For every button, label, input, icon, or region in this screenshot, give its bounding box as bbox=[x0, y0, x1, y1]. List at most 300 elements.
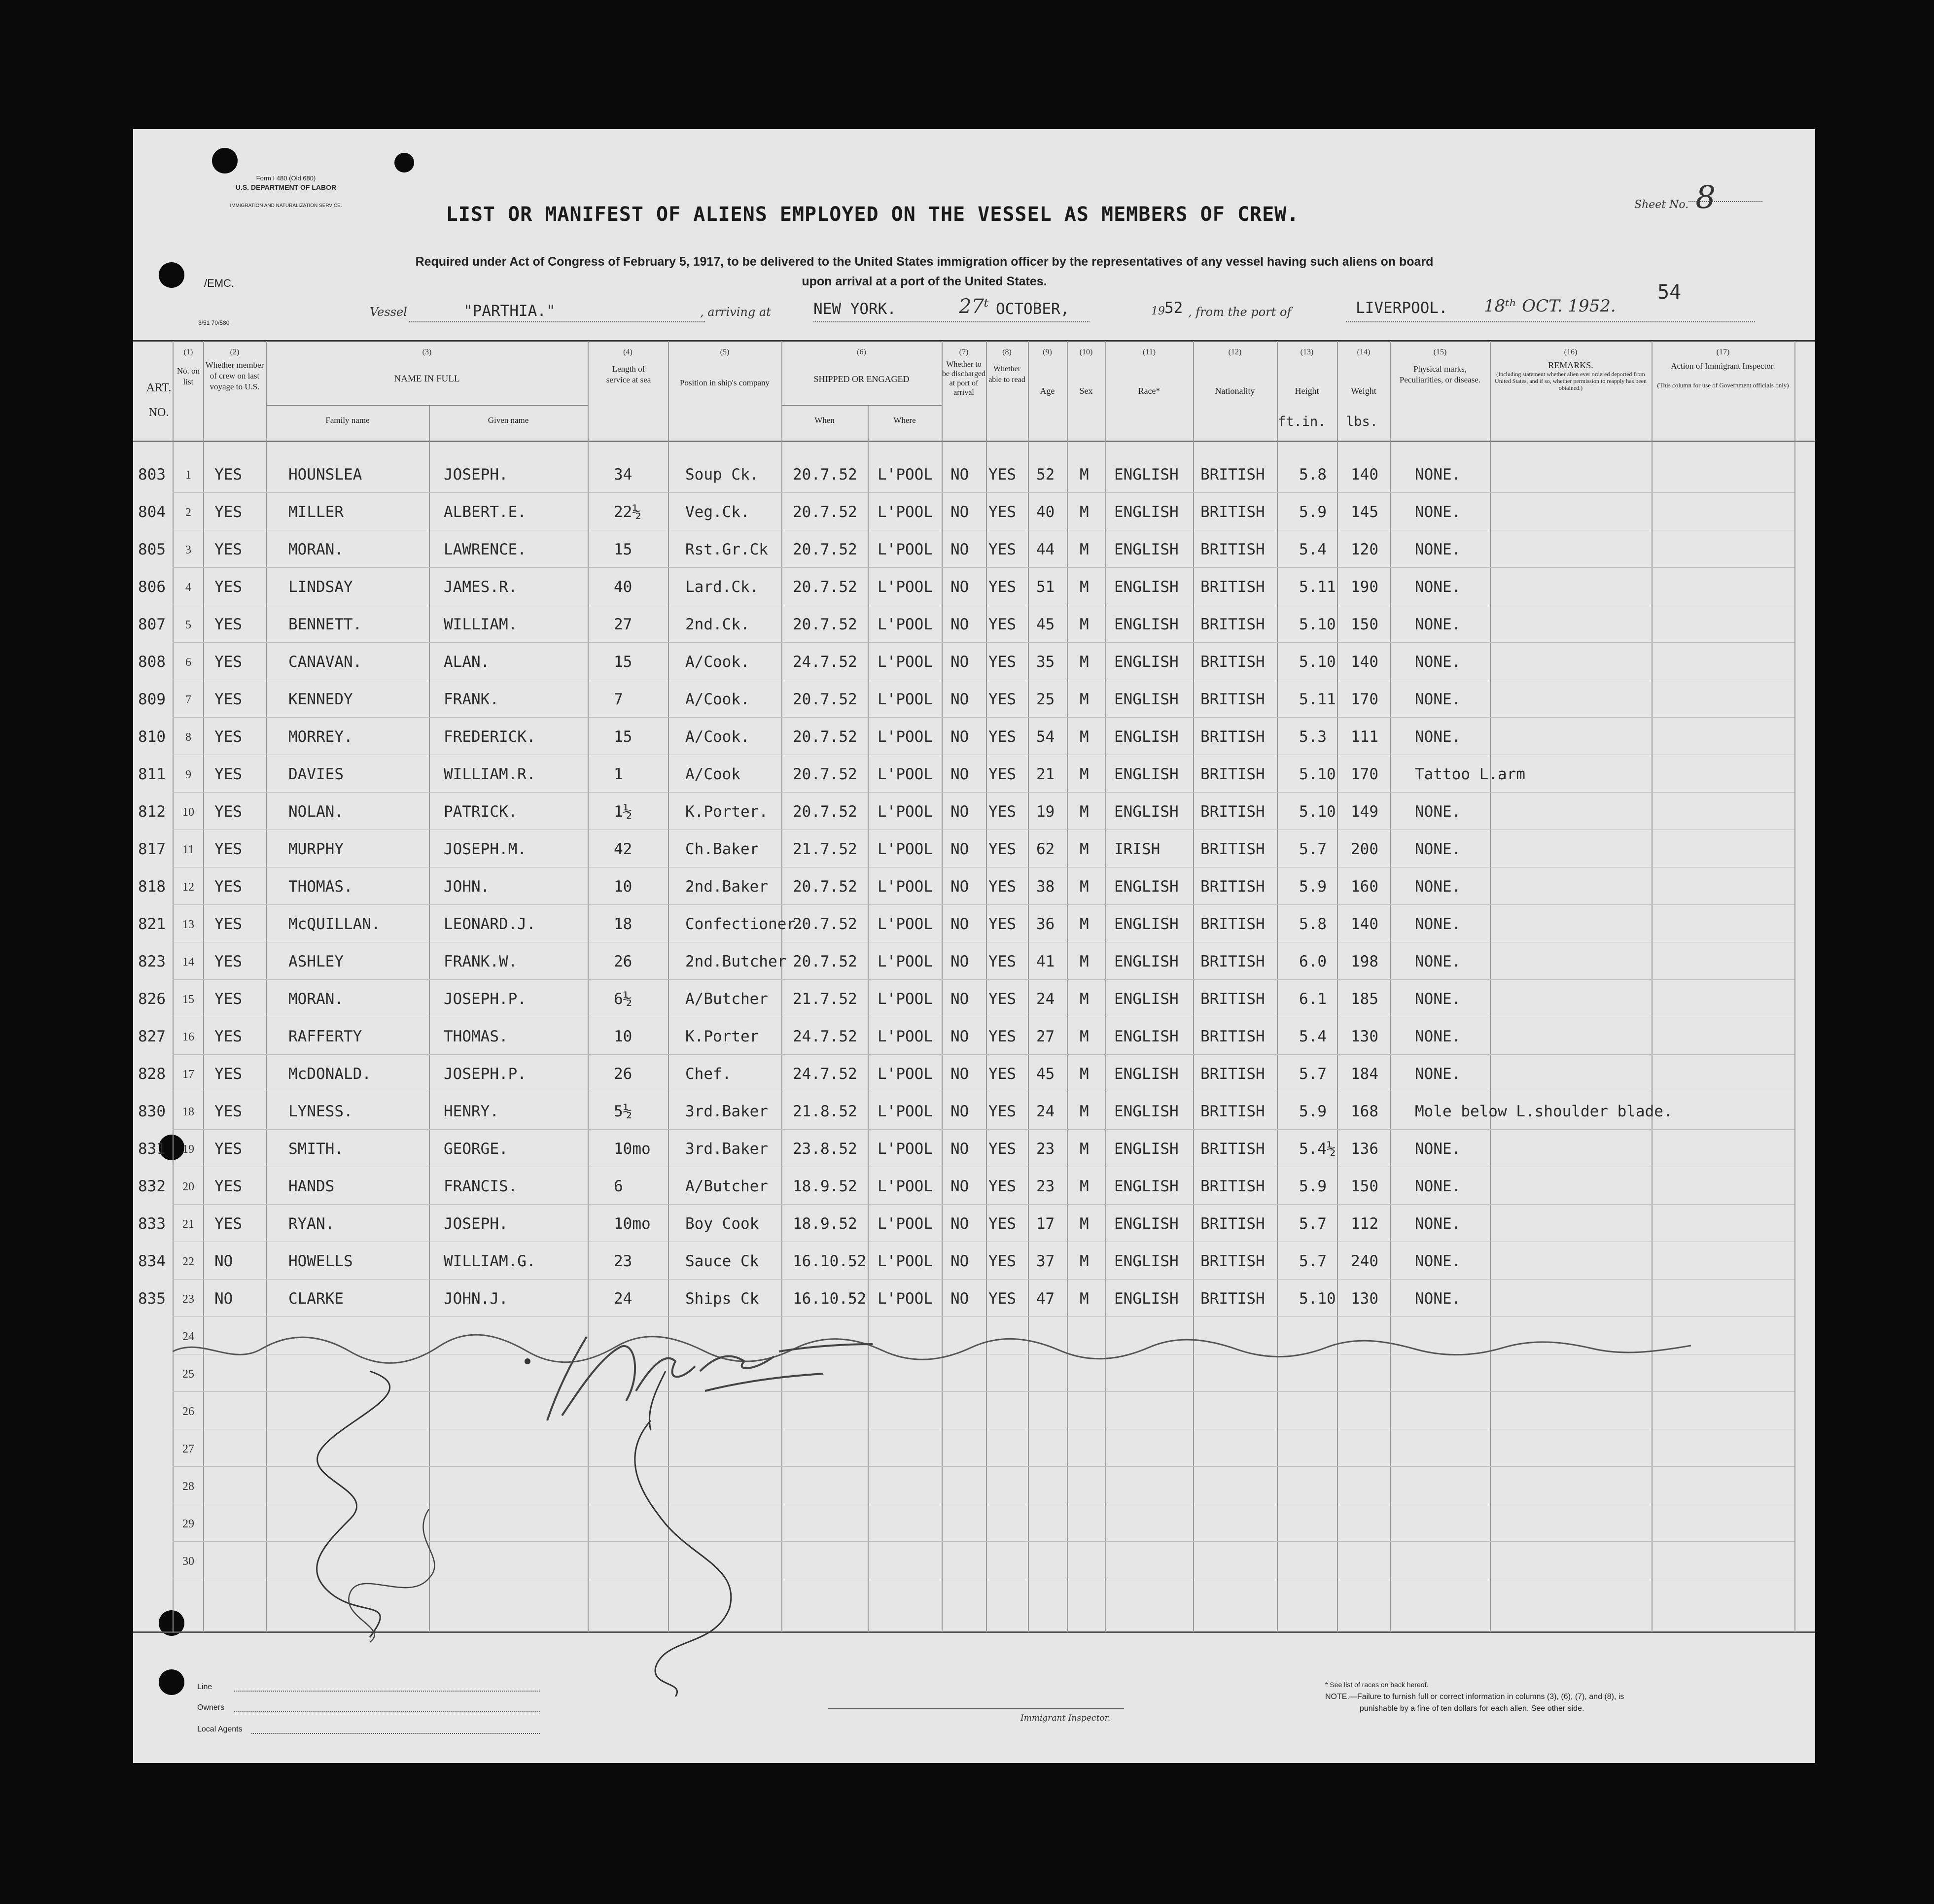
col-physical-marks: Physical marks, Peculiarities, or disease. bbox=[1399, 364, 1481, 384]
cell-length-of-service: 1½ bbox=[614, 803, 633, 821]
col-length-service: Length of service at sea bbox=[606, 364, 651, 384]
fine-note-line1: NOTE.—Failure to furnish full or correct information in columns (3), (6), (7), and (8), is bbox=[1325, 1693, 1624, 1701]
cell-shipped-where: L'POOL bbox=[878, 840, 933, 858]
col-where: Where bbox=[893, 415, 916, 425]
vessel-name: "PARTHIA." bbox=[463, 302, 556, 320]
cell-art-number: 831 bbox=[138, 1140, 166, 1158]
cell-age: 40 bbox=[1036, 503, 1055, 521]
cell-weight: 149 bbox=[1351, 803, 1378, 821]
cell-given-name: JOHN.J. bbox=[444, 1290, 508, 1308]
cell-able-to-read: YES bbox=[988, 1215, 1016, 1233]
cell-nationality: BRITISH bbox=[1200, 1065, 1265, 1083]
cell-shipped-where: L'POOL bbox=[878, 1103, 933, 1120]
footer-line-rule bbox=[234, 1691, 540, 1692]
cell-nationality: BRITISH bbox=[1200, 503, 1265, 521]
cell-crew-last-voyage: YES bbox=[214, 1215, 242, 1233]
col-weight: Weight bbox=[1351, 386, 1376, 396]
cell-to-be-discharged: NO bbox=[950, 541, 969, 558]
cell-able-to-read: YES bbox=[988, 953, 1016, 970]
col-name-in-full: NAME IN FULL bbox=[394, 374, 460, 384]
cell-position: Rst.Gr.Ck bbox=[685, 541, 768, 558]
cell-race: ENGLISH bbox=[1114, 466, 1179, 484]
cell-able-to-read: YES bbox=[988, 803, 1016, 821]
cell-shipped-when: 20.7.52 bbox=[793, 578, 857, 596]
cell-art-number: 811 bbox=[138, 765, 166, 783]
cell-to-be-discharged: NO bbox=[950, 578, 969, 596]
cell-crew-last-voyage: YES bbox=[214, 616, 242, 633]
cell-race: ENGLISH bbox=[1114, 1290, 1179, 1308]
cell-sex: M bbox=[1080, 616, 1089, 633]
cell-physical-marks: NONE. bbox=[1415, 840, 1461, 858]
form-number: Form I 480 (Old 680) bbox=[256, 174, 316, 182]
cell-able-to-read: YES bbox=[988, 1252, 1016, 1270]
cell-shipped-when: 23.8.52 bbox=[793, 1140, 857, 1158]
cell-nationality: BRITISH bbox=[1200, 878, 1265, 896]
col-num-1: (1) bbox=[183, 348, 193, 356]
cell-given-name: WILLIAM.R. bbox=[444, 765, 536, 783]
cell-given-name: FRANK.W. bbox=[444, 953, 518, 970]
cell-family-name: SMITH. bbox=[288, 1140, 344, 1158]
footer-owners-label: Owners bbox=[197, 1703, 225, 1712]
cell-position: A/Butcher bbox=[685, 990, 768, 1008]
cell-shipped-when: 24.7.52 bbox=[793, 1028, 857, 1045]
cell-shipped-where: L'POOL bbox=[878, 1140, 933, 1158]
col-family-name: Family name bbox=[325, 415, 370, 425]
cell-height: 5.11 bbox=[1299, 578, 1336, 596]
col-num-3: (3) bbox=[422, 348, 432, 356]
empty-row-number: 29 bbox=[182, 1518, 194, 1530]
cell-length-of-service: 6½ bbox=[614, 990, 633, 1008]
cell-length-of-service: 26 bbox=[614, 953, 633, 970]
cell-race: ENGLISH bbox=[1114, 503, 1179, 521]
cell-age: 21 bbox=[1036, 765, 1055, 783]
cell-sex: M bbox=[1080, 1290, 1089, 1308]
subtitle-line2: upon arrival at a port of the United States. bbox=[802, 275, 1047, 288]
cell-family-name: LINDSAY bbox=[288, 578, 353, 596]
cell-art-number: 832 bbox=[138, 1177, 166, 1195]
cell-given-name: THOMAS. bbox=[444, 1028, 508, 1045]
cell-shipped-when: 20.7.52 bbox=[793, 878, 857, 896]
col-able-to-read: Whether able to read bbox=[988, 365, 1025, 384]
col-age: Age bbox=[1040, 386, 1055, 396]
cell-weight: 170 bbox=[1351, 691, 1378, 708]
cell-physical-marks: NONE. bbox=[1415, 466, 1461, 484]
cell-height: 5.9 bbox=[1299, 1103, 1327, 1120]
cell-age: 44 bbox=[1036, 541, 1055, 558]
table-row bbox=[133, 1174, 1815, 1211]
col-race: Race* bbox=[1138, 386, 1160, 396]
cell-row-number: 15 bbox=[182, 993, 194, 1006]
cell-length-of-service: 7 bbox=[614, 691, 623, 708]
col-shipped-engaged: SHIPPED OR ENGAGED bbox=[813, 374, 910, 384]
table-row bbox=[133, 1248, 1815, 1286]
cell-crew-last-voyage: YES bbox=[214, 541, 242, 558]
col-height-unit: ft.in. bbox=[1278, 414, 1326, 429]
cell-shipped-where: L'POOL bbox=[878, 803, 933, 821]
footer-line-label: Line bbox=[197, 1683, 212, 1691]
cell-family-name: McQUILLAN. bbox=[288, 915, 381, 933]
col-remarks: REMARKS. bbox=[1548, 360, 1593, 370]
cell-row-number: 8 bbox=[185, 731, 191, 744]
cell-shipped-where: L'POOL bbox=[878, 541, 933, 558]
col-weight-unit: lbs. bbox=[1346, 414, 1378, 429]
cell-shipped-when: 24.7.52 bbox=[793, 1065, 857, 1083]
cell-race: IRISH bbox=[1114, 840, 1160, 858]
col-art-no: ART. NO. bbox=[146, 381, 172, 419]
cell-to-be-discharged: NO bbox=[950, 1252, 969, 1270]
cell-physical-marks: NONE. bbox=[1415, 1177, 1461, 1195]
cell-given-name: PATRICK. bbox=[444, 803, 518, 821]
cell-length-of-service: 15 bbox=[614, 653, 633, 671]
cell-shipped-where: L'POOL bbox=[878, 1252, 933, 1270]
cell-position: Veg.Ck. bbox=[685, 503, 750, 521]
cell-row-number: 3 bbox=[185, 544, 191, 556]
cell-nationality: BRITISH bbox=[1200, 466, 1265, 484]
cell-weight: 130 bbox=[1351, 1028, 1378, 1045]
col-num-10: (10) bbox=[1079, 348, 1093, 356]
cell-age: 45 bbox=[1036, 616, 1055, 633]
cell-shipped-where: L'POOL bbox=[878, 1290, 933, 1308]
cell-height: 5.9 bbox=[1299, 503, 1327, 521]
cell-race: ENGLISH bbox=[1114, 541, 1179, 558]
cell-physical-marks: NONE. bbox=[1415, 878, 1461, 896]
cell-able-to-read: YES bbox=[988, 878, 1016, 896]
cell-given-name: JOSEPH.P. bbox=[444, 990, 527, 1008]
table-row bbox=[133, 687, 1815, 724]
cell-art-number: 827 bbox=[138, 1028, 166, 1045]
cell-given-name: FRANCIS. bbox=[444, 1177, 518, 1195]
cell-able-to-read: YES bbox=[988, 915, 1016, 933]
cell-position: Ch.Baker bbox=[685, 840, 759, 858]
cell-to-be-discharged: NO bbox=[950, 503, 969, 521]
col-num-11: (11) bbox=[1142, 348, 1156, 356]
cell-height: 5.10 bbox=[1299, 616, 1336, 633]
cell-race: ENGLISH bbox=[1114, 803, 1179, 821]
cell-family-name: HOWELLS bbox=[288, 1252, 353, 1270]
cell-position: 3rd.Baker bbox=[685, 1140, 768, 1158]
cell-able-to-read: YES bbox=[988, 503, 1016, 521]
cell-shipped-when: 18.9.52 bbox=[793, 1177, 857, 1195]
cell-weight: 184 bbox=[1351, 1065, 1378, 1083]
col-discharged: Whether to be discharged at port of arrival bbox=[942, 360, 986, 397]
cell-to-be-discharged: NO bbox=[950, 803, 969, 821]
cell-art-number: 808 bbox=[138, 653, 166, 671]
cell-shipped-where: L'POOL bbox=[878, 1028, 933, 1045]
cell-row-number: 18 bbox=[182, 1106, 194, 1118]
cell-race: ENGLISH bbox=[1114, 691, 1179, 708]
col-crew-last-voyage: Whether member of crew on last voyage to U.S. bbox=[205, 360, 264, 391]
table-row bbox=[133, 724, 1815, 762]
table-row bbox=[133, 612, 1815, 649]
departure-date: 18ᵗʰ OCT. 1952. bbox=[1484, 296, 1616, 316]
cell-race: ENGLISH bbox=[1114, 1252, 1179, 1270]
cell-position: Soup Ck. bbox=[685, 466, 759, 484]
cell-physical-marks: NONE. bbox=[1415, 728, 1461, 746]
cell-nationality: BRITISH bbox=[1200, 915, 1265, 933]
cell-physical-marks: Mole below L.shoulder blade. bbox=[1415, 1103, 1673, 1120]
cell-able-to-read: YES bbox=[988, 765, 1016, 783]
table-row bbox=[133, 874, 1815, 911]
cell-to-be-discharged: NO bbox=[950, 728, 969, 746]
cell-weight: 168 bbox=[1351, 1103, 1378, 1120]
cell-length-of-service: 6 bbox=[614, 1177, 623, 1195]
cell-crew-last-voyage: YES bbox=[214, 878, 242, 896]
cell-art-number: 821 bbox=[138, 915, 166, 933]
cell-sex: M bbox=[1080, 915, 1089, 933]
cell-shipped-when: 16.10.52 bbox=[793, 1252, 867, 1270]
cell-able-to-read: YES bbox=[988, 578, 1016, 596]
inspector-label: Immigrant Inspector. bbox=[1020, 1713, 1111, 1723]
cell-physical-marks: Tattoo L.arm bbox=[1415, 765, 1525, 783]
cell-sex: M bbox=[1080, 1103, 1089, 1120]
cell-race: ENGLISH bbox=[1114, 990, 1179, 1008]
cell-shipped-where: L'POOL bbox=[878, 616, 933, 633]
cell-sex: M bbox=[1080, 878, 1089, 896]
cell-family-name: RYAN. bbox=[288, 1215, 335, 1233]
cell-physical-marks: NONE. bbox=[1415, 1028, 1461, 1045]
cell-able-to-read: YES bbox=[988, 990, 1016, 1008]
cell-race: ENGLISH bbox=[1114, 1177, 1179, 1195]
cell-row-number: 5 bbox=[185, 619, 191, 631]
cell-art-number: 835 bbox=[138, 1290, 166, 1308]
cell-to-be-discharged: NO bbox=[950, 990, 969, 1008]
cell-race: ENGLISH bbox=[1114, 878, 1179, 896]
cell-able-to-read: YES bbox=[988, 466, 1016, 484]
cell-given-name: ALBERT.E. bbox=[444, 503, 527, 521]
cell-physical-marks: NONE. bbox=[1415, 503, 1461, 521]
empty-row-number: 24 bbox=[182, 1330, 194, 1343]
cell-nationality: BRITISH bbox=[1200, 765, 1265, 783]
cell-position: 3rd.Baker bbox=[685, 1103, 768, 1120]
cell-to-be-discharged: NO bbox=[950, 1065, 969, 1083]
cell-shipped-when: 21.8.52 bbox=[793, 1103, 857, 1120]
cell-height: 5.7 bbox=[1299, 1065, 1327, 1083]
cell-position: A/Cook. bbox=[685, 691, 750, 708]
cell-sex: M bbox=[1080, 466, 1089, 484]
cell-row-number: 17 bbox=[182, 1068, 194, 1081]
departure-port: LIVERPOOL. bbox=[1356, 299, 1448, 317]
cell-art-number: 805 bbox=[138, 541, 166, 558]
cell-age: 41 bbox=[1036, 953, 1055, 970]
cell-sex: M bbox=[1080, 578, 1089, 596]
cell-row-number: 4 bbox=[185, 581, 191, 594]
cell-given-name: JOSEPH.P. bbox=[444, 1065, 527, 1083]
cell-race: ENGLISH bbox=[1114, 1065, 1179, 1083]
arrival-month: OCTOBER, bbox=[996, 300, 1070, 318]
cell-weight: 185 bbox=[1351, 990, 1378, 1008]
cell-length-of-service: 18 bbox=[614, 915, 633, 933]
cell-row-number: 16 bbox=[182, 1031, 194, 1043]
cell-age: 38 bbox=[1036, 878, 1055, 896]
table-row bbox=[133, 1286, 1815, 1323]
cell-row-number: 2 bbox=[185, 506, 191, 519]
cell-nationality: BRITISH bbox=[1200, 728, 1265, 746]
cell-position: A/Cook. bbox=[685, 653, 750, 671]
cell-position: 2nd.Ck. bbox=[685, 616, 750, 633]
cell-family-name: MORREY. bbox=[288, 728, 353, 746]
cell-physical-marks: NONE. bbox=[1415, 541, 1461, 558]
cell-able-to-read: YES bbox=[988, 1028, 1016, 1045]
cell-nationality: BRITISH bbox=[1200, 1290, 1265, 1308]
cell-art-number: 823 bbox=[138, 953, 166, 970]
cell-family-name: CLARKE bbox=[288, 1290, 344, 1308]
cell-weight: 120 bbox=[1351, 541, 1378, 558]
cell-weight: 140 bbox=[1351, 915, 1378, 933]
cell-shipped-when: 24.7.52 bbox=[793, 653, 857, 671]
stamp-code: 3/51 70/580 bbox=[198, 319, 230, 326]
cell-age: 25 bbox=[1036, 691, 1055, 708]
cell-length-of-service: 34 bbox=[614, 466, 633, 484]
empty-row-number: 28 bbox=[182, 1480, 194, 1493]
cell-length-of-service: 23 bbox=[614, 1252, 633, 1270]
cell-height: 5.4 bbox=[1299, 541, 1327, 558]
cell-nationality: BRITISH bbox=[1200, 578, 1265, 596]
department: U.S. DEPARTMENT OF LABOR bbox=[235, 183, 337, 191]
cell-length-of-service: 40 bbox=[614, 578, 633, 596]
cell-length-of-service: 10 bbox=[614, 878, 633, 896]
cell-height: 6.0 bbox=[1299, 953, 1327, 970]
cell-family-name: MILLER bbox=[288, 503, 344, 521]
cell-age: 54 bbox=[1036, 728, 1055, 746]
cell-to-be-discharged: NO bbox=[950, 616, 969, 633]
inspector-signature-rule bbox=[828, 1708, 1124, 1709]
cell-able-to-read: YES bbox=[988, 541, 1016, 558]
cell-art-number: 817 bbox=[138, 840, 166, 858]
cell-weight: 150 bbox=[1351, 616, 1378, 633]
cell-art-number: 810 bbox=[138, 728, 166, 746]
cell-length-of-service: 27 bbox=[614, 616, 633, 633]
table-row bbox=[133, 1024, 1815, 1061]
cell-nationality: BRITISH bbox=[1200, 691, 1265, 708]
col-sex: Sex bbox=[1079, 386, 1093, 396]
cell-physical-marks: NONE. bbox=[1415, 1215, 1461, 1233]
cell-physical-marks: NONE. bbox=[1415, 578, 1461, 596]
cell-to-be-discharged: NO bbox=[950, 1290, 969, 1308]
cell-nationality: BRITISH bbox=[1200, 1028, 1265, 1045]
cell-shipped-where: L'POOL bbox=[878, 915, 933, 933]
cell-physical-marks: NONE. bbox=[1415, 653, 1461, 671]
cell-nationality: BRITISH bbox=[1200, 803, 1265, 821]
empty-row-number: 27 bbox=[182, 1443, 194, 1455]
cell-sex: M bbox=[1080, 1065, 1089, 1083]
table-row bbox=[133, 1061, 1815, 1099]
cell-crew-last-voyage: YES bbox=[214, 1065, 242, 1083]
cell-position: A/Cook bbox=[685, 765, 740, 783]
cell-crew-last-voyage: NO bbox=[214, 1290, 233, 1308]
cell-family-name: KENNEDY bbox=[288, 691, 353, 708]
cell-to-be-discharged: NO bbox=[950, 1215, 969, 1233]
cell-nationality: BRITISH bbox=[1200, 1215, 1265, 1233]
cell-sex: M bbox=[1080, 990, 1089, 1008]
cell-row-number: 7 bbox=[185, 693, 191, 706]
cell-sex: M bbox=[1080, 1215, 1089, 1233]
cell-physical-marks: NONE. bbox=[1415, 616, 1461, 633]
table-row bbox=[133, 462, 1815, 499]
cell-race: ENGLISH bbox=[1114, 1215, 1179, 1233]
cell-given-name: WILLIAM. bbox=[444, 616, 518, 633]
col-no-on-list: No. on list bbox=[176, 366, 200, 386]
cell-shipped-when: 20.7.52 bbox=[793, 953, 857, 970]
col-num-4: (4) bbox=[623, 348, 633, 356]
cell-nationality: BRITISH bbox=[1200, 840, 1265, 858]
cell-nationality: BRITISH bbox=[1200, 653, 1265, 671]
cell-position: K.Porter. bbox=[685, 803, 768, 821]
cell-able-to-read: YES bbox=[988, 1177, 1016, 1195]
cell-physical-marks: NONE. bbox=[1415, 990, 1461, 1008]
cell-art-number: 806 bbox=[138, 578, 166, 596]
cell-given-name: GEORGE. bbox=[444, 1140, 508, 1158]
service: IMMIGRATION AND NATURALIZATION SERVICE. bbox=[230, 203, 342, 208]
cell-shipped-when: 20.7.52 bbox=[793, 616, 857, 633]
cell-crew-last-voyage: YES bbox=[214, 953, 242, 970]
cell-art-number: 826 bbox=[138, 990, 166, 1008]
cell-height: 5.10 bbox=[1299, 765, 1336, 783]
cell-race: ENGLISH bbox=[1114, 728, 1179, 746]
cell-age: 62 bbox=[1036, 840, 1055, 858]
cell-age: 47 bbox=[1036, 1290, 1055, 1308]
cell-weight: 170 bbox=[1351, 765, 1378, 783]
cell-race: ENGLISH bbox=[1114, 765, 1179, 783]
cell-row-number: 12 bbox=[182, 881, 194, 894]
cell-family-name: DAVIES bbox=[288, 765, 344, 783]
cell-length-of-service: 22½ bbox=[614, 503, 641, 521]
cell-length-of-service: 42 bbox=[614, 840, 633, 858]
cell-crew-last-voyage: YES bbox=[214, 1103, 242, 1120]
cell-sex: M bbox=[1080, 1252, 1089, 1270]
table-row bbox=[133, 799, 1815, 836]
cell-sex: M bbox=[1080, 503, 1089, 521]
col-inspector-note: (This column for use of Government officials only) bbox=[1657, 381, 1789, 389]
cell-art-number: 818 bbox=[138, 878, 166, 896]
cell-crew-last-voyage: YES bbox=[214, 765, 242, 783]
cell-crew-last-voyage: YES bbox=[214, 1177, 242, 1195]
cell-able-to-read: YES bbox=[988, 840, 1016, 858]
cell-to-be-discharged: NO bbox=[950, 915, 969, 933]
cell-given-name: ALAN. bbox=[444, 653, 490, 671]
cell-row-number: 6 bbox=[185, 656, 191, 669]
cell-weight: 150 bbox=[1351, 1177, 1378, 1195]
col-inspector-action: Action of Immigrant Inspector. bbox=[1671, 361, 1775, 371]
cell-sex: M bbox=[1080, 1177, 1089, 1195]
cell-family-name: ASHLEY bbox=[288, 953, 344, 970]
cell-art-number: 833 bbox=[138, 1215, 166, 1233]
cell-crew-last-voyage: YES bbox=[214, 466, 242, 484]
cell-crew-last-voyage: NO bbox=[214, 1252, 233, 1270]
subtitle-line1: Required under Act of Congress of February 5, 1917, to be delivered to the United States immigration officer by the representatives of any vessel having such aliens on board bbox=[415, 255, 1434, 269]
empty-row-number: 25 bbox=[182, 1368, 194, 1381]
cell-to-be-discharged: NO bbox=[950, 691, 969, 708]
cell-row-number: 1 bbox=[185, 469, 191, 482]
cell-age: 36 bbox=[1036, 915, 1055, 933]
col-when: When bbox=[814, 415, 835, 425]
empty-row-number: 30 bbox=[182, 1555, 194, 1568]
cell-age: 23 bbox=[1036, 1140, 1055, 1158]
cell-shipped-when: 20.7.52 bbox=[793, 503, 857, 521]
table-row bbox=[133, 1136, 1815, 1174]
table-row bbox=[133, 537, 1815, 574]
table-row bbox=[133, 949, 1815, 986]
cell-to-be-discharged: NO bbox=[950, 653, 969, 671]
col-num-7: (7) bbox=[959, 348, 969, 356]
cell-shipped-where: L'POOL bbox=[878, 1215, 933, 1233]
cell-age: 51 bbox=[1036, 578, 1055, 596]
cell-shipped-where: L'POOL bbox=[878, 578, 933, 596]
col-num-8: (8) bbox=[1002, 348, 1012, 356]
col-num-17: (17) bbox=[1716, 348, 1730, 356]
cell-position: K.Porter bbox=[685, 1028, 759, 1045]
cell-sex: M bbox=[1080, 840, 1089, 858]
cell-given-name: JOSEPH. bbox=[444, 1215, 508, 1233]
